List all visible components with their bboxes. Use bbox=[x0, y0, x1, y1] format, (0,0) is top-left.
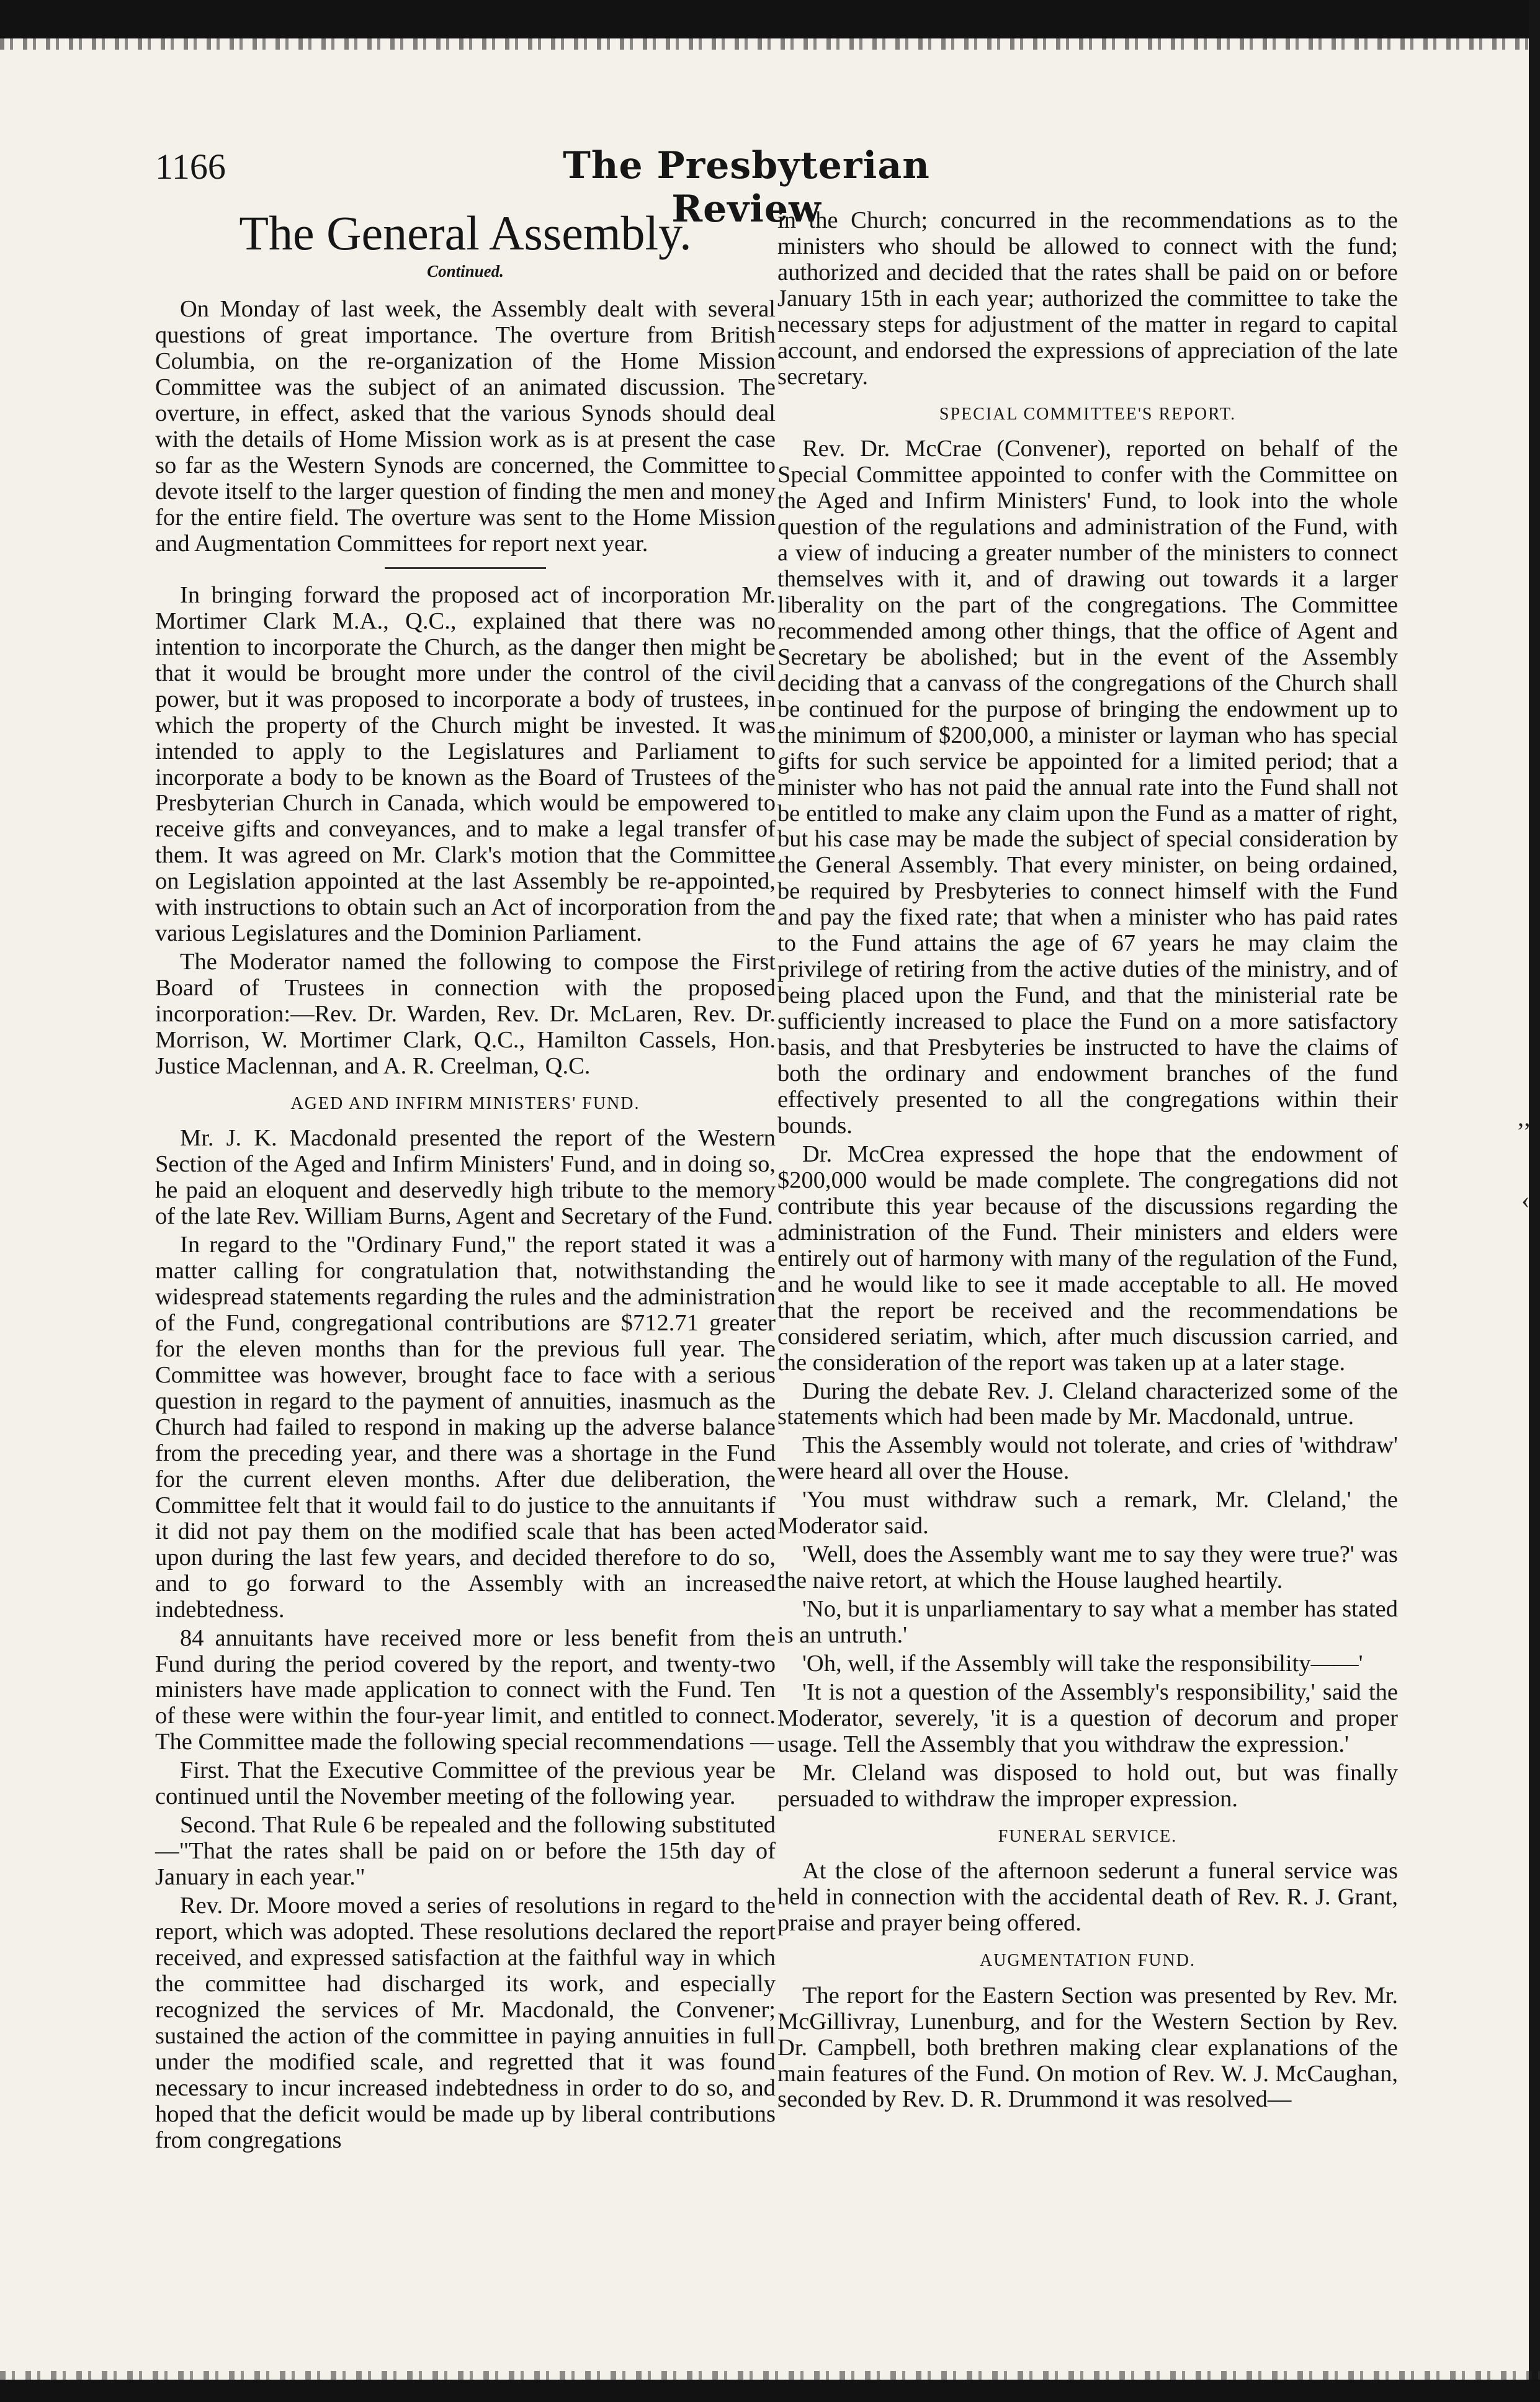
page-number: 1166 bbox=[155, 146, 226, 187]
paragraph: This the Assembly would not tolerate, and cries of 'withdraw' were heard all over the House. bbox=[777, 1432, 1398, 1485]
right-scan-border bbox=[1529, 0, 1540, 2402]
section-divider bbox=[385, 567, 546, 569]
paragraph: The report for the Eastern Section was presented by Rev. Mr. McGillivray, Lunenburg, and for the Western Section by Rev. Dr. Campbell, both brethren making clear explanations of the main features of the Fund. On motion of Rev. W. J. McCaughan, seconded by Rev. D. R. Drummond it was resolved— bbox=[777, 1982, 1398, 2113]
left-column-body bbox=[155, 297, 776, 2153]
paragraph: On Monday of last week, the Assembly dealt with several questions of great importance. The overture from British Columbia, on the re-organization of the Home Mission Committee was the subject of an animated discussion. The overture, in effect, asked that the various Synods should deal with the details of Home Mission work as is at present the case so far as the Western Synods are concerned, the Committee to devote itself to the larger question of finding the men and money for the entire field. The overture was sent to the Home Mission and Augmentation Committees for report next year. bbox=[155, 296, 776, 557]
article-subtitle: Continued. bbox=[427, 261, 504, 280]
section-heading: AGED AND INFIRM MINISTERS' FUND. bbox=[290, 1093, 640, 1113]
paragraph: The Moderator named the following to compose the First Board of Trustees in connection with the proposed incorporation:—Rev. Dr. Warden, Rev. Dr. McLaren, Rev. Dr. Morrison, W. Mortimer Clark, Q.C., Hamilton Cassels, Hon. Justice Maclennan, and A. R. Creelman, Q.C. bbox=[155, 949, 776, 1079]
top-scan-border bbox=[0, 0, 1540, 38]
paragraph: in the Church; concurred in the recommendations as to the ministers who should be allowed to connect with the fund; authorized and decided that the rates shall be paid on or before January 15th in each year; authorized the committee to take the necessary steps for adjustment of the matter in regard to capital account, and endorsed the expressions of appreciation of the late secretary. bbox=[777, 207, 1398, 390]
right-column-body bbox=[777, 208, 1398, 2113]
paragraph: Dr. McCrea expressed the hope that the endowment of $200,000 would be made complete. The congregations did not contribute this year because of the discussions regarding the administration of the Fund. Their ministers and elders were entirely out of harmony with many of the regulation of the Fund, and he would like to see it made acceptable to all. He moved that the report be received and the recommendations be considered seriatim, which, after much discussion carried, and the consideration of the report was taken up at a later stage. bbox=[777, 1141, 1398, 1376]
paragraph: First. That the Executive Committee of the previous year be continued until the November meeting of the following year. bbox=[155, 1757, 776, 1810]
paragraph: 'You must withdraw such a remark, Mr. Cleland,' the Moderator said. bbox=[777, 1487, 1398, 1539]
bottom-scan-edge bbox=[0, 2371, 1540, 2380]
paragraph: In regard to the "Ordinary Fund," the report stated it was a matter calling for congratulation that, notwithstanding the widespread statements regarding the rules and the administration of the Fund, congregational contributions are $712.71 greater for the eleven months than for the previous full year. The Committee was however, brought face to face with a serious question in regard to the payment of annuities, inasmuch as the Church had failed to respond in making up the adverse balance from the preceding year, and there was a shortage in the Fund for the current eleven months. After due deliberation, the Committee felt that it would fail to do justice to the annuitants if it did not pay them on the modified scale that has been acted upon during the last few years, and decided therefore to do so, and to go forward to the Assembly with an increased indebtedness. bbox=[155, 1232, 776, 1623]
left-column bbox=[155, 208, 776, 2156]
paragraph: At the close of the afternoon sederunt a funeral service was held in connection with the accidental death of Rev. R. J. Grant, praise and prayer being offered. bbox=[777, 1858, 1398, 1937]
running-title: The Presbyterian Review bbox=[563, 144, 930, 231]
paragraph: Rev. Dr. Moore moved a series of resolutions in regard to the report, which was adopted. These resolutions declared the report received, and expressed satisfaction at the faithful way in which the committee had discharged its work, and especially recognized the services of Mr. Macdonald, the Convener; sustained the action of the committee in paying annuities in full under the modified scale, and regretted that it was found necessary to incur increased indebtedness in order to do so, and hoped that the deficit would be made up by liberal contributions from congregations bbox=[155, 1893, 776, 2153]
paragraph: Mr. J. K. Macdonald presented the report of the Western Section of the Aged and Infirm Ministers' Fund, and in doing so, he paid an eloquent and deservedly high tribute to the memory of the late Rev. William Burns, Agent and Secretary of the Fund. bbox=[155, 1125, 776, 1230]
right-column bbox=[777, 208, 1398, 2115]
section-heading: FUNERAL SERVICE. bbox=[998, 1826, 1178, 1846]
article-title: The General Assembly. bbox=[239, 206, 692, 260]
section-heading: AUGMENTATION FUND. bbox=[980, 1951, 1196, 1971]
top-scan-edge bbox=[0, 38, 1540, 50]
paragraph: Second. That Rule 6 be repealed and the following substituted —"That the rates shall be paid on or before the 15th day of January in each year." bbox=[155, 1812, 776, 1891]
paragraph: Mr. Cleland was disposed to hold out, but was finally persuaded to withdraw the improper expression. bbox=[777, 1759, 1398, 1812]
bottom-scan-border bbox=[0, 2380, 1540, 2402]
margin-mark-upper: ’’ bbox=[1516, 1118, 1531, 1145]
paragraph: 'Oh, well, if the Assembly will take the responsibility——' bbox=[802, 1651, 1363, 1677]
paragraph: In bringing forward the proposed act of incorporation Mr. Mortimer Clark M.A., Q.C., explained that there was no intention to incorporate the Church, as the danger then might be that it would be brought more under the control of the civil power, but it was proposed to incorporate a body of trustees, in which the property of the Church might be invested. It was intended to apply to the Legislatures and Parliament to incorporate a body to be known as the Board of Trustees of the Presbyterian Church in Canada, which would be empowered to receive gifts and conveyances, and to make a legal transfer of them. It was agreed on Mr. Clark's motion that the Committee on Legislation appointed at the last Assembly be re-appointed, with instructions to obtain such an Act of incorporation from the various Legislatures and the Dominion Parliament. bbox=[155, 581, 776, 947]
paragraph: Rev. Dr. McCrae (Convener), reported on behalf of the Special Committee appointed to confer with the Committee on the Aged and Infirm Ministers' Fund, to look into the whole question of the regulations and administration of the Fund, with a view of inducing a greater number of the ministers to connect themselves with it, and of drawing out towards it a larger liberality on the part of the congregations. The Committee recommended among other things, that the office of Agent and Secretary be abolished; but in the event of the Assembly deciding that a canvass of the congregations of the Church shall be continued for the purpose of bringing the endowment up to the minimum of $200,000, a minister or layman who has special gifts for such service be appointed for a limited period; that a minister who has not paid the annual rate into the Fund shall not be entitled to make any claim upon the Fund as a matter of right, but his case may be made the subject of special consideration by the General Assembly. That every minister, on being ordained, be required by Presbyteries to connect himself with the Fund and pay the fixed rate; that when a minister who has paid rates to the Fund attains the age of 67 years he may claim the privilege of retiring from the active duties of the ministry, and of being placed upon the Fund, and that the ministerial rate be sufficiently increased to place the Fund on a more satisfactory basis, and that Presbyteries be instructed to have the claims of both the ordinary and endowment branches of the fund effectively presented to all the congregations within their bounds. bbox=[777, 436, 1398, 1139]
paragraph: 'Well, does the Assembly want me to say they were true?' was the naive retort, at which the House laughed heartily. bbox=[777, 1541, 1398, 1594]
section-heading: SPECIAL COMMITTEE'S REPORT. bbox=[939, 404, 1237, 424]
paragraph: 'It is not a question of the Assembly's responsibility,' said the Moderator, severely, 'it is a question of decorum and proper usage. Tell the Assembly that you withdraw the expression.' bbox=[777, 1678, 1398, 1757]
margin-mark-lower: ‹ bbox=[1521, 1186, 1530, 1214]
paragraph: During the debate Rev. J. Cleland characterized some of the statements which had been made by Mr. Macdonald, untrue. bbox=[777, 1378, 1398, 1430]
paragraph: 84 annuitants have received more or less benefit from the Fund during the period covered by the report, and twenty-two ministers have made application to connect with the Fund. Ten of these were within the four-year limit, and entitled to connect. The Committee made the following special recommendations — bbox=[155, 1624, 776, 1755]
paragraph: 'No, but it is unparliamentary to say what a member has stated is an untruth.' bbox=[777, 1596, 1398, 1649]
